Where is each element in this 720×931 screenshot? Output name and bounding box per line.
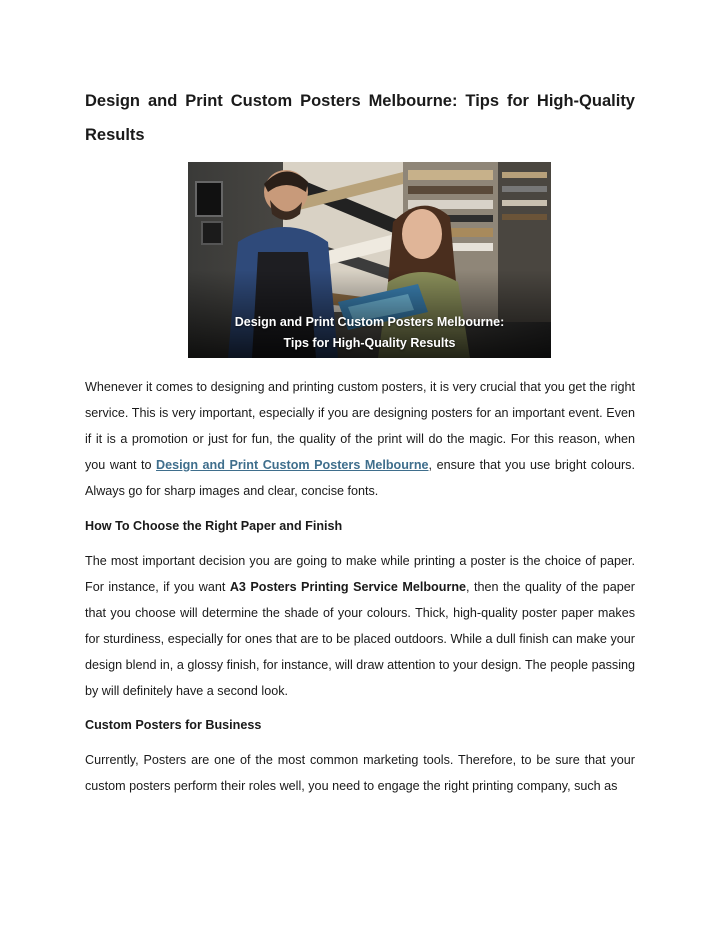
paper-finish-paragraph	[85, 548, 635, 704]
section-heading-paper-finish: How To Choose the Right Paper and Finish	[85, 519, 343, 533]
paper-text-end: , then the quality of the paper that you choose will determine the shade of your colours. Thick, high-quality poster paper makes for sturdiness, especially for ones that are to be placed outdoors. While a dull finish can make your design blend in, a glossy finish, for instance, will draw attention to your design. The people passing by will definitely have a second look.	[85, 580, 635, 698]
hero-caption-line2: Tips for High-Quality Results	[283, 336, 456, 350]
intro-text-end: , ensure that you use bright colours. Always go for sharp images and clear, concise fonts.	[85, 458, 635, 498]
a3-posters-bold: A3 Posters Printing Service Melbourne	[229, 580, 467, 594]
design-print-posters-link[interactable]: Design and Print Custom Posters Melbourne	[156, 458, 429, 472]
hero-caption	[188, 312, 551, 354]
intro-paragraph	[85, 374, 635, 504]
article-title: Design and Print Custom Posters Melbourne: Tips for High-Quality Results	[85, 92, 635, 144]
paper-text: The most important decision you are going to make while printing a poster is the choice of paper. For instance, if you want	[85, 554, 635, 594]
hero-caption-line1: Design and Print Custom Posters Melbourne:	[234, 315, 505, 329]
intro-text: Whenever it comes to designing and printing custom posters, it is very crucial that you get the right service. This is very important, especially if you are designing posters for an important event. Even if it is a promotion or just for fun, the quality of the print will do the magic. For this reason, when you want to	[85, 380, 635, 472]
section-heading-business: Custom Posters for Business	[85, 718, 262, 732]
hero-image	[188, 162, 551, 358]
business-paragraph: Currently, Posters are one of the most common marketing tools. Therefore, to be sure that your custom posters perform their roles well, you need to engage the right printing company, such as	[85, 753, 635, 793]
